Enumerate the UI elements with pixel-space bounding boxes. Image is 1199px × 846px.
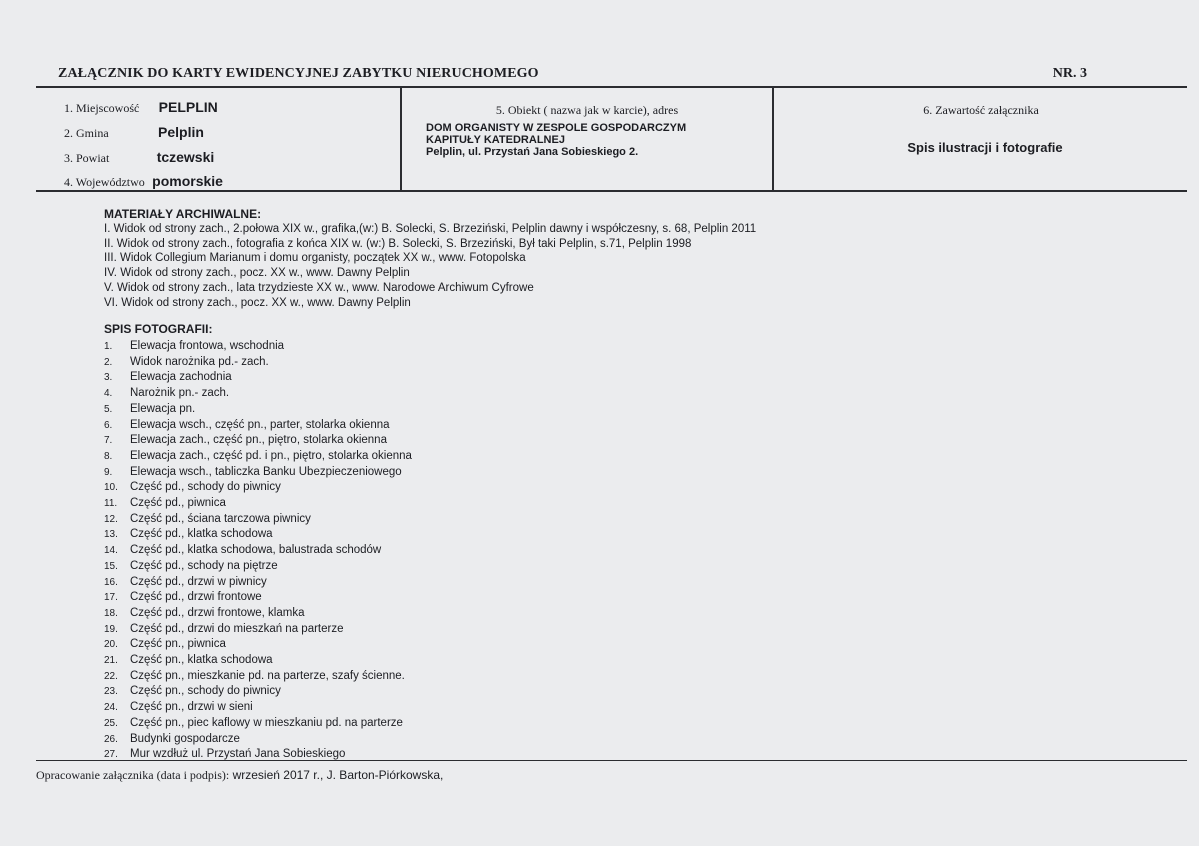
photo-item	[104, 386, 412, 402]
photo-caption: Narożnik pn.- zach.	[130, 387, 230, 400]
object-address: Pelplin, ul. Przystań Jana Sobieskiego 2.	[426, 146, 639, 158]
header-bottom-rule	[36, 190, 1187, 192]
field-powiat	[64, 149, 214, 166]
photo-item	[104, 669, 412, 685]
label-wojewodztwo: 4. Województwo	[64, 175, 145, 189]
column-divider-1	[400, 88, 402, 191]
photo-number: 18.	[104, 607, 118, 619]
photo-number: 10.	[104, 482, 118, 494]
photo-caption: Część pn., piwnica	[130, 638, 226, 651]
photo-number: 13.	[104, 529, 118, 541]
photo-caption: Elewacja wsch., tabliczka Banku Ubezpieczeniowego	[130, 465, 402, 478]
photo-number: 11.	[104, 498, 118, 510]
photo-number: 17.	[104, 592, 118, 604]
archival-item: V. Widok od strony zach., lata trzydzieste XX w., www. Narodowe Archiwum Cyfrowe	[104, 281, 534, 294]
photo-number: 15.	[104, 560, 118, 572]
photo-item	[104, 622, 412, 638]
photo-item	[104, 732, 412, 748]
photo-caption: Mur wzdłuż ul. Przystań Jana Sobieskiego	[130, 748, 346, 761]
object-description	[426, 122, 686, 158]
photo-item	[104, 653, 412, 669]
photo-caption: Część pd., ściana tarczowa piwnicy	[130, 512, 311, 525]
photo-caption: Elewacja zachodnia	[130, 371, 232, 384]
photo-caption: Część pd., klatka schodowa	[130, 528, 273, 541]
photo-number: 4.	[104, 388, 113, 400]
photo-item	[104, 433, 412, 449]
photo-number: 27.	[104, 749, 118, 761]
label-object: 5. Obiekt ( nazwa jak w karcie), adres	[495, 103, 679, 117]
footer-prepared-by	[36, 768, 443, 783]
footer-rule	[36, 760, 1187, 761]
photo-item	[104, 480, 412, 496]
photo-item	[104, 527, 412, 543]
object-name-line1: DOM ORGANISTY W ZESPOLE GOSPODARCZYM	[426, 122, 687, 134]
photo-item	[104, 355, 412, 371]
photo-number: 9.	[104, 466, 113, 478]
archival-list	[104, 222, 756, 310]
photo-caption: Część pd., drzwi frontowe	[130, 591, 262, 604]
photo-caption: Część pn., piec kaflowy w mieszkaniu pd. na parterze	[130, 716, 403, 729]
photo-item	[104, 465, 412, 481]
photo-number: 2.	[104, 356, 113, 368]
photo-item	[104, 449, 412, 465]
photo-item	[104, 575, 412, 591]
photo-item	[104, 543, 412, 559]
photo-number: 1.	[104, 341, 113, 352]
photo-number: 23.	[104, 686, 118, 698]
photo-caption: Część pd., piwnica	[130, 497, 226, 510]
archival-item: III. Widok Collegium Marianum i domu organisty, początek XX w., www. Fotopolska	[104, 252, 526, 265]
value-powiat: tczewski	[156, 149, 215, 165]
label-miejscowosc: 1. Miejscowość	[64, 101, 140, 115]
photo-caption: Część pd., schody do piwnicy	[130, 481, 281, 494]
photo-number: 16.	[104, 576, 118, 588]
photo-number: 14.	[104, 545, 118, 557]
photo-caption: Elewacja zach., część pd. i pn., piętro, stolarka okienna	[130, 449, 412, 462]
column-divider-2	[772, 88, 774, 191]
photo-caption: Część pd., schody na piętrze	[130, 559, 278, 572]
archival-item: IV. Widok od strony zach., pocz. XX w., www. Dawny Pelplin	[104, 267, 410, 280]
photo-number: 22.	[104, 670, 118, 682]
footer-value: wrzesień 2017 r., J. Barton-Piórkowska,	[232, 768, 444, 782]
field-miejscowosc	[64, 99, 218, 116]
label-content: 6. Zawartość załącznika	[923, 103, 1039, 117]
photo-caption: Elewacja zach., część pn., piętro, stolarka okienna	[130, 434, 387, 447]
photo-item	[104, 512, 412, 528]
photo-item	[104, 418, 412, 434]
photo-item	[104, 402, 412, 418]
photo-caption: Część pn., mieszkanie pd. na parterze, szafy ścienne.	[130, 669, 405, 682]
photo-caption: Elewacja wsch., część pn., parter, stolarka okienna	[130, 418, 390, 431]
value-miejscowosc: PELPLIN	[158, 99, 218, 115]
photo-caption: Budynki gospodarcze	[130, 732, 240, 745]
archival-item: I. Widok od strony zach., 2.połowa XIX w., grafika,(w:) B. Solecki, S. Brzeziński, Pelplin dawny i współczesny, s. 68, Pelplin 2011	[104, 223, 757, 235]
photo-caption: Widok narożnika pd.- zach.	[130, 355, 269, 368]
photo-caption: Elewacja pn.	[130, 402, 196, 415]
photo-number: 20.	[104, 639, 118, 651]
photo-item	[104, 590, 412, 606]
content-value: Spis ilustracji i fotografie	[907, 140, 1063, 155]
value-gmina: Pelplin	[158, 124, 204, 140]
photo-caption: Część pn., schody do piwnicy	[130, 685, 281, 698]
photo-caption: Część pn., klatka schodowa	[130, 654, 273, 667]
archival-title: MATERIAŁY ARCHIWALNE:	[104, 207, 262, 221]
photo-item	[104, 684, 412, 700]
photo-caption: Część pd., drzwi do mieszkań na parterze	[130, 622, 344, 635]
photo-item	[104, 700, 412, 716]
photo-number: 24.	[104, 702, 118, 714]
photo-item	[104, 559, 412, 575]
label-gmina: 2. Gmina	[64, 126, 109, 140]
photo-number: 25.	[104, 717, 118, 729]
photo-number: 21.	[104, 655, 118, 667]
photo-item	[104, 370, 412, 386]
photo-item	[104, 606, 412, 622]
photo-number: 8.	[104, 450, 113, 462]
object-name-line2: KAPITUŁY KATEDRALNEJ	[426, 134, 565, 146]
photo-item	[104, 496, 412, 512]
photo-item	[104, 716, 412, 732]
photo-number: 26.	[104, 733, 118, 745]
photo-caption: Część pn., drzwi w sieni	[130, 701, 253, 714]
photos-list	[104, 339, 412, 763]
value-wojewodztwo: pomorskie	[152, 173, 223, 189]
photo-caption: Część pd., drzwi frontowe, klamka	[130, 606, 305, 619]
photo-number: 19.	[104, 623, 118, 635]
photo-number: 3.	[104, 372, 113, 384]
field-gmina	[64, 124, 204, 141]
field-wojewodztwo	[64, 173, 223, 190]
photo-number: 12.	[104, 513, 118, 525]
photo-number: 5.	[104, 403, 113, 415]
archival-item: VI. Widok od strony zach., pocz. XX w., www. Dawny Pelplin	[104, 296, 411, 309]
archival-item: II. Widok od strony zach., fotografia z końca XIX w. (w:) B. Solecki, S. Brzeziński, Był taki Pelplin, s.71, Pelplin 1998	[104, 237, 692, 250]
photo-caption: Część pd., drzwi w piwnicy	[130, 575, 267, 588]
label-powiat: 3. Powiat	[64, 151, 110, 165]
photos-title: SPIS FOTOGRAFII:	[104, 322, 213, 336]
photo-item	[104, 339, 412, 355]
photo-number: 7.	[104, 435, 113, 447]
photo-caption: Część pd., klatka schodowa, balustrada schodów	[130, 544, 382, 557]
photo-caption: Elewacja frontowa, wschodnia	[130, 340, 285, 352]
attachment-number: NR. 3	[1052, 66, 1087, 81]
photo-number: 6.	[104, 419, 113, 431]
header-top-rule	[36, 86, 1187, 88]
footer-label: Opracowanie załącznika (data i podpis):	[36, 768, 230, 782]
document-title: ZAŁĄCZNIK DO KARTY EWIDENCYJNEJ ZABYTKU NIERUCHOMEGO	[58, 66, 539, 81]
photo-item	[104, 637, 412, 653]
